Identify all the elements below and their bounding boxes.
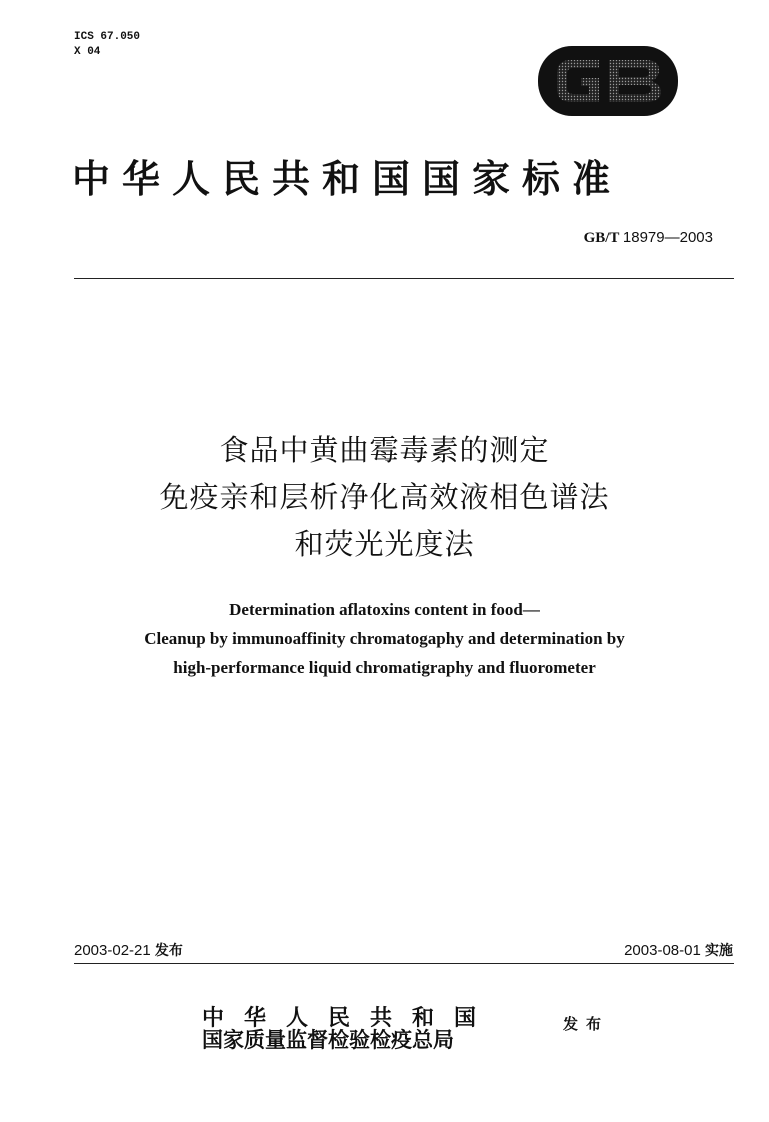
standard-title: 中华人民共和国国家标准 (72, 156, 623, 201)
issue-date-value: 2003-02-21 (74, 942, 151, 959)
chinese-title-line-2: 免疫亲和层析净化高效液相色谱法 (159, 480, 610, 514)
chinese-title (0, 427, 769, 568)
top-divider (74, 278, 734, 279)
english-title-line-2: Cleanup by immunoaffinity chromatogaphy and determination by (144, 629, 625, 648)
class-code: X 04 (74, 46, 101, 58)
standard-number-prefix: GB/T (583, 230, 620, 246)
gb-logo (537, 44, 679, 118)
gb-logo-icon (537, 44, 679, 118)
issuer-name-line-1: 中华人民共和国 (202, 1005, 497, 1031)
issue-date-label: 发布 (154, 943, 183, 959)
chinese-title-line-3: 和荧光光度法 (294, 527, 475, 561)
implement-date-value: 2003-08-01 (624, 942, 701, 959)
implement-date (624, 940, 733, 960)
english-title (0, 595, 769, 682)
ics-code: ICS 67.050 (74, 31, 141, 43)
english-title-line-1: Determination aflatoxins content in food— (229, 600, 540, 619)
standard-number (584, 229, 713, 247)
english-title-line-3: high-performance liquid chromatigraphy and fluorometer (173, 658, 596, 677)
issuer-name-line-2: 国家质量监督检验检疫总局 (202, 1027, 454, 1052)
issuer-action: 发布 (563, 1015, 610, 1033)
classification-codes (74, 30, 140, 60)
implement-date-label: 实施 (705, 943, 733, 959)
standard-number-value: 18979—2003 (622, 229, 713, 246)
bottom-divider (74, 963, 734, 964)
issue-date (74, 940, 183, 960)
chinese-title-line-1: 食品中黄曲霉毒素的测定 (219, 433, 550, 467)
